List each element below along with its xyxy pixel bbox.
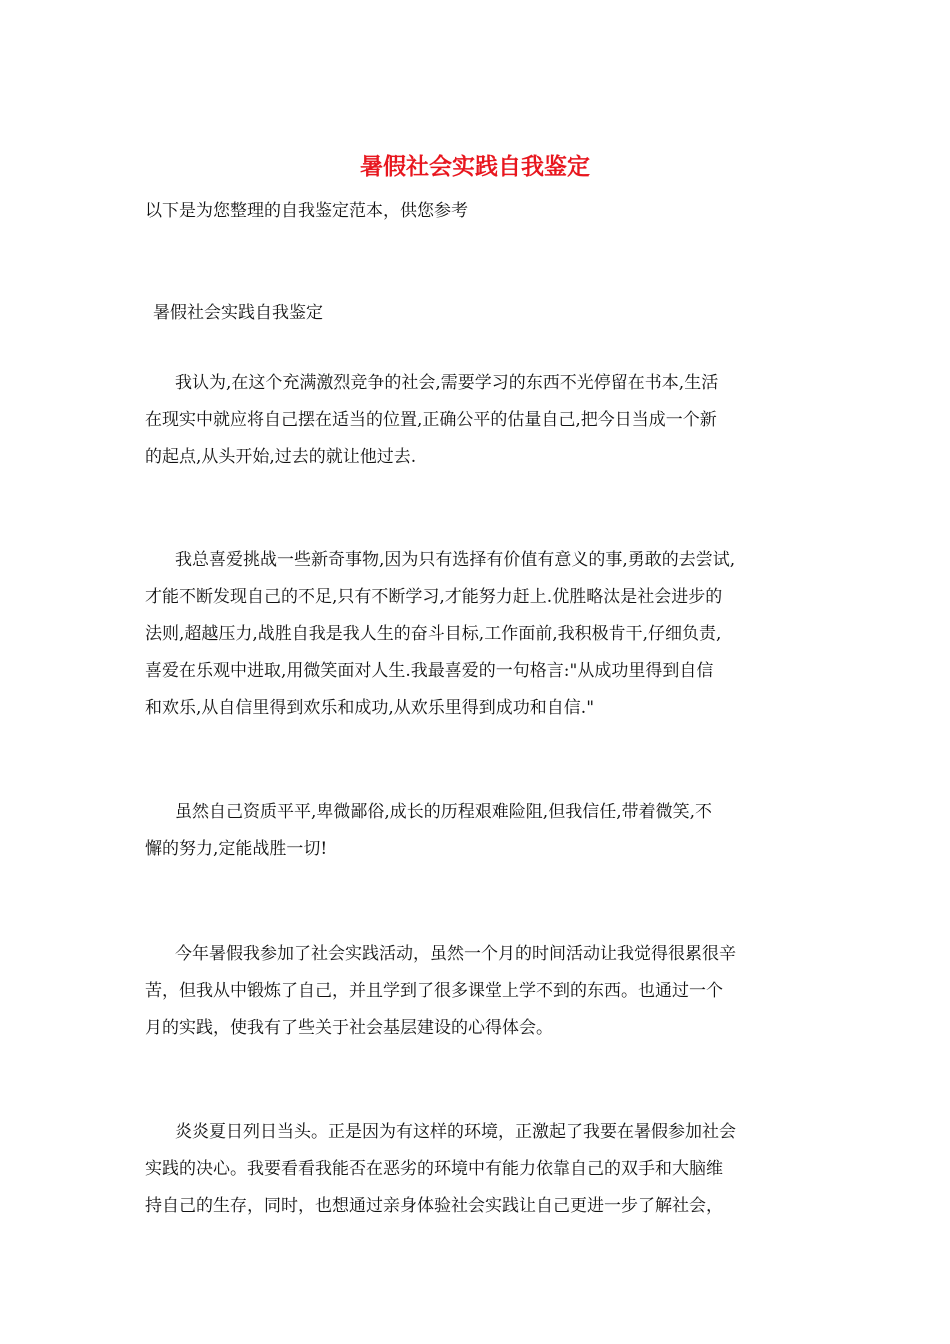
paragraph-line: 实践的决心。我要看看我能否在恶劣的环境中有能力依靠自己的双手和大脑维 bbox=[145, 1159, 723, 1179]
paragraph-line: 月的实践，使我有了些关于社会基层建设的心得体会。 bbox=[145, 1018, 553, 1038]
paragraph-line: 我认为,在这个充满激烈竞争的社会,需要学习的东西不光停留在书本,生活 bbox=[175, 373, 719, 393]
section-heading: 暑假社会实践自我鉴定 bbox=[153, 303, 323, 323]
paragraph-line: 才能不断发现自己的不足,只有不断学习,才能努力赶上.优胜略汰是社会进步的 bbox=[145, 587, 723, 607]
paragraph-1 bbox=[145, 365, 815, 476]
paragraph-line: 在现实中就应将自己摆在适当的位置,正确公平的估量自己,把今日当成一个新 bbox=[145, 410, 717, 430]
paragraph-line: 虽然自己资质平平,卑微鄙俗,成长的历程艰难险阻,但我信任,带着微笑,不 bbox=[175, 802, 713, 822]
intro-text: 以下是为您整理的自我鉴定范本，供您参考 bbox=[145, 201, 468, 221]
paragraph-line: 懈的努力,定能战胜一切! bbox=[145, 839, 328, 859]
paragraph-line: 我总喜爱挑战一些新奇事物,因为只有选择有价值有意义的事,勇敢的去尝试, bbox=[175, 550, 736, 570]
document-title: 暑假社会实践自我鉴定 bbox=[360, 153, 590, 180]
paragraph-line: 法则,超越压力,战胜自我是我人生的奋斗目标,工作面前,我积极肯干,仔细负责, bbox=[145, 624, 722, 644]
paragraph-line: 今年暑假我参加了社会实践活动，虽然一个月的时间活动让我觉得很累很辛 bbox=[175, 944, 736, 964]
paragraph-line: 苦，但我从中锻炼了自己，并且学到了很多课堂上学不到的东西。也通过一个 bbox=[145, 981, 723, 1001]
paragraph-2 bbox=[145, 542, 815, 727]
paragraph-4 bbox=[145, 936, 815, 1047]
paragraph-5 bbox=[145, 1114, 815, 1225]
paragraph-line: 喜爱在乐观中进取,用微笑面对人生.我最喜爱的一句格言:"从成功里得到自信 bbox=[145, 661, 714, 681]
paragraph-line: 炎炎夏日列日当头。正是因为有这样的环境，正激起了我要在暑假参加社会 bbox=[175, 1122, 736, 1142]
paragraph-3 bbox=[145, 794, 815, 868]
paragraph-line: 和欢乐,从自信里得到欢乐和成功,从欢乐里得到成功和自信." bbox=[145, 698, 595, 718]
paragraph-line: 持自己的生存，同时，也想通过亲身体验社会实践让自己更进一步了解社会， bbox=[145, 1196, 723, 1216]
paragraph-line: 的起点,从头开始,过去的就让他过去. bbox=[145, 447, 417, 467]
